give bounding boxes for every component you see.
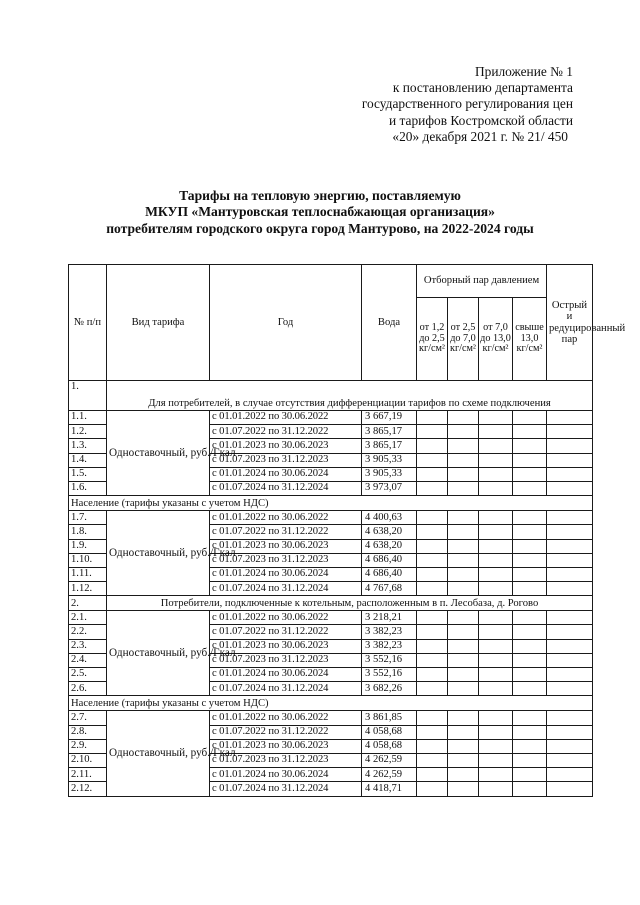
period-cell: с 01.01.2023 по 30.06.2023 — [210, 439, 362, 453]
water-value: 3 382,23 — [362, 625, 417, 639]
empty-cell — [448, 439, 479, 453]
row-number: 2.6. — [69, 682, 107, 696]
empty-cell — [547, 511, 593, 525]
period-cell: с 01.07.2024 по 31.12.2024 — [210, 582, 362, 596]
section-title: Потребители, подключенные к котельным, расположенным в п. Лесобаза, д. Рогово — [107, 596, 593, 611]
water-value: 3 382,23 — [362, 639, 417, 653]
period-cell: с 01.07.2023 по 31.12.2023 — [210, 753, 362, 767]
row-number: 1.4. — [69, 453, 107, 467]
page-title — [0, 188, 640, 237]
row-number: 2.2. — [69, 625, 107, 639]
empty-cell — [547, 582, 593, 596]
period-cell: с 01.07.2024 по 31.12.2024 — [210, 481, 362, 495]
empty-cell — [513, 439, 547, 453]
empty-cell — [513, 711, 547, 725]
period-cell: с 01.07.2024 по 31.12.2024 — [210, 682, 362, 696]
empty-cell — [513, 453, 547, 467]
header-steam-group: Отборный пар давлением — [417, 265, 547, 298]
empty-cell — [448, 739, 479, 753]
row-number: 2.1. — [69, 611, 107, 625]
empty-cell — [448, 625, 479, 639]
header-steam-3: от 7,0 до 13,0 кг/см² — [479, 298, 513, 381]
period-cell: с 01.07.2022 по 31.12.2022 — [210, 425, 362, 439]
empty-cell — [547, 425, 593, 439]
empty-cell — [513, 782, 547, 796]
empty-cell — [479, 653, 513, 667]
header-num: № п/п — [69, 265, 107, 381]
empty-cell — [417, 739, 448, 753]
header-steam-1: от 1,2 до 2,5 кг/см² — [417, 298, 448, 381]
empty-cell — [479, 582, 513, 596]
group-label-row — [69, 496, 593, 511]
period-cell: с 01.01.2023 по 30.06.2023 — [210, 539, 362, 553]
empty-cell — [417, 539, 448, 553]
period-cell: с 01.07.2024 по 31.12.2024 — [210, 782, 362, 796]
water-value: 4 058,68 — [362, 739, 417, 753]
empty-cell — [513, 739, 547, 753]
empty-cell — [513, 668, 547, 682]
row-number: 1.5. — [69, 467, 107, 481]
appendix-line: Приложение № 1 — [474, 64, 573, 79]
empty-cell — [417, 411, 448, 425]
water-value: 3 865,17 — [362, 439, 417, 453]
water-value: 3 552,16 — [362, 653, 417, 667]
empty-cell — [547, 439, 593, 453]
water-value: 4 686,40 — [362, 567, 417, 581]
empty-cell — [448, 753, 479, 767]
title-line: МКУП «Мантуровская теплоснабжающая организация» — [145, 204, 495, 220]
row-number: 1.9. — [69, 539, 107, 553]
empty-cell — [448, 582, 479, 596]
empty-cell — [513, 653, 547, 667]
empty-cell — [479, 782, 513, 796]
section-title: Для потребителей, в случае отсутствия дифференциации тарифов по схеме подключения — [107, 381, 593, 411]
header-water: Вода — [362, 265, 417, 381]
empty-cell — [547, 625, 593, 639]
appendix-line: к постановлению департамента — [392, 80, 573, 96]
water-value: 3 667,19 — [362, 411, 417, 425]
water-value: 4 400,63 — [362, 511, 417, 525]
empty-cell — [547, 668, 593, 682]
empty-cell — [513, 567, 547, 581]
table-row — [69, 711, 593, 725]
empty-cell — [479, 711, 513, 725]
water-value: 4 418,71 — [362, 782, 417, 796]
row-number: 2.8. — [69, 725, 107, 739]
period-cell: с 01.07.2022 по 31.12.2022 — [210, 725, 362, 739]
empty-cell — [417, 782, 448, 796]
empty-cell — [417, 525, 448, 539]
period-cell: с 01.01.2023 по 30.06.2023 — [210, 739, 362, 753]
empty-cell — [448, 453, 479, 467]
empty-cell — [417, 453, 448, 467]
row-number: 2.4. — [69, 653, 107, 667]
water-value: 4 638,20 — [362, 525, 417, 539]
empty-cell — [479, 553, 513, 567]
water-value: 3 905,33 — [362, 453, 417, 467]
empty-cell — [547, 782, 593, 796]
water-value: 3 973,07 — [362, 481, 417, 495]
empty-cell — [417, 625, 448, 639]
empty-cell — [547, 753, 593, 767]
water-value: 3 682,26 — [362, 682, 417, 696]
water-value: 3 905,33 — [362, 467, 417, 481]
appendix-block — [243, 64, 573, 145]
empty-cell — [448, 682, 479, 696]
empty-cell — [479, 625, 513, 639]
empty-cell — [417, 425, 448, 439]
empty-cell — [479, 439, 513, 453]
empty-cell — [448, 782, 479, 796]
tariff-table — [68, 264, 626, 797]
period-cell: с 01.07.2022 по 31.12.2022 — [210, 525, 362, 539]
period-cell: с 01.01.2024 по 30.06.2024 — [210, 467, 362, 481]
empty-cell — [479, 611, 513, 625]
row-number: 2.5. — [69, 668, 107, 682]
empty-cell — [448, 525, 479, 539]
period-cell: с 01.01.2022 по 30.06.2022 — [210, 711, 362, 725]
title-line: потребителям городского округа город Мантурово, на 2022-2024 годы — [106, 220, 534, 236]
tariff-type: Одноставочный, руб./Гкал — [107, 511, 210, 596]
row-number: 2.10. — [69, 753, 107, 767]
empty-cell — [513, 511, 547, 525]
empty-cell — [547, 682, 593, 696]
empty-cell — [479, 453, 513, 467]
empty-cell — [417, 711, 448, 725]
empty-cell — [547, 467, 593, 481]
empty-cell — [479, 525, 513, 539]
empty-cell — [417, 467, 448, 481]
header-steam-4: свыше 13,0 кг/см² — [513, 298, 547, 381]
period-cell: с 01.01.2022 по 30.06.2022 — [210, 511, 362, 525]
period-cell: с 01.01.2024 по 30.06.2024 — [210, 768, 362, 782]
row-number: 2.9. — [69, 739, 107, 753]
period-cell: с 01.01.2024 по 30.06.2024 — [210, 668, 362, 682]
empty-cell — [448, 411, 479, 425]
empty-cell — [513, 525, 547, 539]
empty-cell — [513, 539, 547, 553]
empty-cell — [417, 682, 448, 696]
row-number: 1.1. — [69, 411, 107, 425]
group-label: Население (тарифы указаны с учетом НДС) — [69, 696, 593, 711]
period-cell: с 01.01.2024 по 30.06.2024 — [210, 567, 362, 581]
empty-cell — [547, 768, 593, 782]
empty-cell — [479, 739, 513, 753]
empty-cell — [479, 768, 513, 782]
empty-cell — [417, 481, 448, 495]
empty-cell — [479, 411, 513, 425]
empty-cell — [513, 682, 547, 696]
empty-cell — [547, 481, 593, 495]
header-sharp-steam: Острый и редуцированный пар — [547, 265, 593, 381]
empty-cell — [479, 725, 513, 739]
row-number: 1.3. — [69, 439, 107, 453]
empty-cell — [547, 539, 593, 553]
period-cell: с 01.07.2023 по 31.12.2023 — [210, 453, 362, 467]
row-number: 2.11. — [69, 768, 107, 782]
empty-cell — [547, 567, 593, 581]
table-body — [69, 381, 593, 797]
empty-cell — [513, 753, 547, 767]
row-number: 2.7. — [69, 711, 107, 725]
empty-cell — [417, 668, 448, 682]
empty-cell — [513, 553, 547, 567]
water-value: 3 865,17 — [362, 425, 417, 439]
water-value: 4 262,59 — [362, 768, 417, 782]
empty-cell — [513, 639, 547, 653]
period-cell: с 01.07.2023 по 31.12.2023 — [210, 553, 362, 567]
water-value: 3 861,85 — [362, 711, 417, 725]
empty-cell — [479, 425, 513, 439]
water-value: 3 552,16 — [362, 668, 417, 682]
empty-cell — [448, 725, 479, 739]
empty-cell — [448, 467, 479, 481]
empty-cell — [547, 725, 593, 739]
empty-cell — [479, 682, 513, 696]
empty-cell — [448, 567, 479, 581]
title-line: Тарифы на тепловую энергию, поставляемую — [179, 188, 461, 203]
empty-cell — [479, 467, 513, 481]
empty-cell — [513, 611, 547, 625]
water-value: 4 638,20 — [362, 539, 417, 553]
period-cell: с 01.07.2023 по 31.12.2023 — [210, 653, 362, 667]
empty-cell — [417, 725, 448, 739]
tariff-type: Одноставочный, руб./Гкал — [107, 711, 210, 796]
empty-cell — [448, 553, 479, 567]
empty-cell — [513, 768, 547, 782]
empty-cell — [479, 539, 513, 553]
empty-cell — [513, 411, 547, 425]
empty-cell — [513, 725, 547, 739]
water-value: 3 218,21 — [362, 611, 417, 625]
water-value: 4 686,40 — [362, 553, 417, 567]
empty-cell — [479, 639, 513, 653]
row-number: 1.2. — [69, 425, 107, 439]
empty-cell — [479, 668, 513, 682]
empty-cell — [417, 553, 448, 567]
empty-cell — [547, 525, 593, 539]
empty-cell — [448, 481, 479, 495]
empty-cell — [547, 411, 593, 425]
empty-cell — [513, 481, 547, 495]
empty-cell — [513, 425, 547, 439]
section-row — [69, 381, 593, 411]
empty-cell — [547, 739, 593, 753]
empty-cell — [547, 611, 593, 625]
water-value: 4 058,68 — [362, 725, 417, 739]
row-number: 1.7. — [69, 511, 107, 525]
empty-cell — [448, 711, 479, 725]
row-number: 1.8. — [69, 525, 107, 539]
period-cell: с 01.07.2022 по 31.12.2022 — [210, 625, 362, 639]
appendix-line: государственного регулирования цен — [361, 96, 573, 112]
empty-cell — [547, 711, 593, 725]
section-row — [69, 596, 593, 611]
empty-cell — [417, 768, 448, 782]
row-number: 1.11. — [69, 567, 107, 581]
empty-cell — [417, 439, 448, 453]
appendix-line: и тарифов Костромской области — [389, 112, 573, 128]
empty-cell — [513, 582, 547, 596]
empty-cell — [417, 611, 448, 625]
tariff-type: Одноставочный, руб./Гкал — [107, 411, 210, 496]
empty-cell — [448, 768, 479, 782]
period-cell: с 01.01.2022 по 30.06.2022 — [210, 411, 362, 425]
period-cell: с 01.01.2023 по 30.06.2023 — [210, 639, 362, 653]
row-number: 2.3. — [69, 639, 107, 653]
header-year: Год — [210, 265, 362, 381]
empty-cell — [448, 639, 479, 653]
empty-cell — [513, 625, 547, 639]
empty-cell — [448, 425, 479, 439]
water-value: 4 262,59 — [362, 753, 417, 767]
empty-cell — [417, 753, 448, 767]
empty-cell — [417, 582, 448, 596]
empty-cell — [479, 481, 513, 495]
empty-cell — [417, 511, 448, 525]
row-number: 1.6. — [69, 481, 107, 495]
table-row — [69, 411, 593, 425]
empty-cell — [448, 511, 479, 525]
water-value: 4 767,68 — [362, 582, 417, 596]
appendix-line: «20» декабря 2021 г. № 21/ 450 — [392, 128, 568, 144]
empty-cell — [448, 653, 479, 667]
period-cell: с 01.01.2022 по 30.06.2022 — [210, 611, 362, 625]
group-label-row — [69, 696, 593, 711]
empty-cell — [547, 653, 593, 667]
row-number: 2.12. — [69, 782, 107, 796]
section-number: 1. — [69, 381, 107, 411]
header-steam-2: от 2,5 до 7,0 кг/см² — [448, 298, 479, 381]
empty-cell — [448, 611, 479, 625]
table-row — [69, 611, 593, 625]
table-row — [69, 511, 593, 525]
row-number: 1.12. — [69, 582, 107, 596]
row-number: 1.10. — [69, 553, 107, 567]
empty-cell — [417, 567, 448, 581]
empty-cell — [417, 639, 448, 653]
header-tariff-kind: Вид тарифа — [107, 265, 210, 381]
section-number: 2. — [69, 596, 107, 611]
empty-cell — [479, 511, 513, 525]
empty-cell — [547, 639, 593, 653]
group-label: Население (тарифы указаны с учетом НДС) — [69, 496, 593, 511]
empty-cell — [547, 453, 593, 467]
empty-cell — [513, 467, 547, 481]
empty-cell — [417, 653, 448, 667]
empty-cell — [547, 553, 593, 567]
empty-cell — [479, 753, 513, 767]
empty-cell — [479, 567, 513, 581]
tariff-type: Одноставочный, руб./Гкал — [107, 611, 210, 696]
empty-cell — [448, 668, 479, 682]
empty-cell — [448, 539, 479, 553]
